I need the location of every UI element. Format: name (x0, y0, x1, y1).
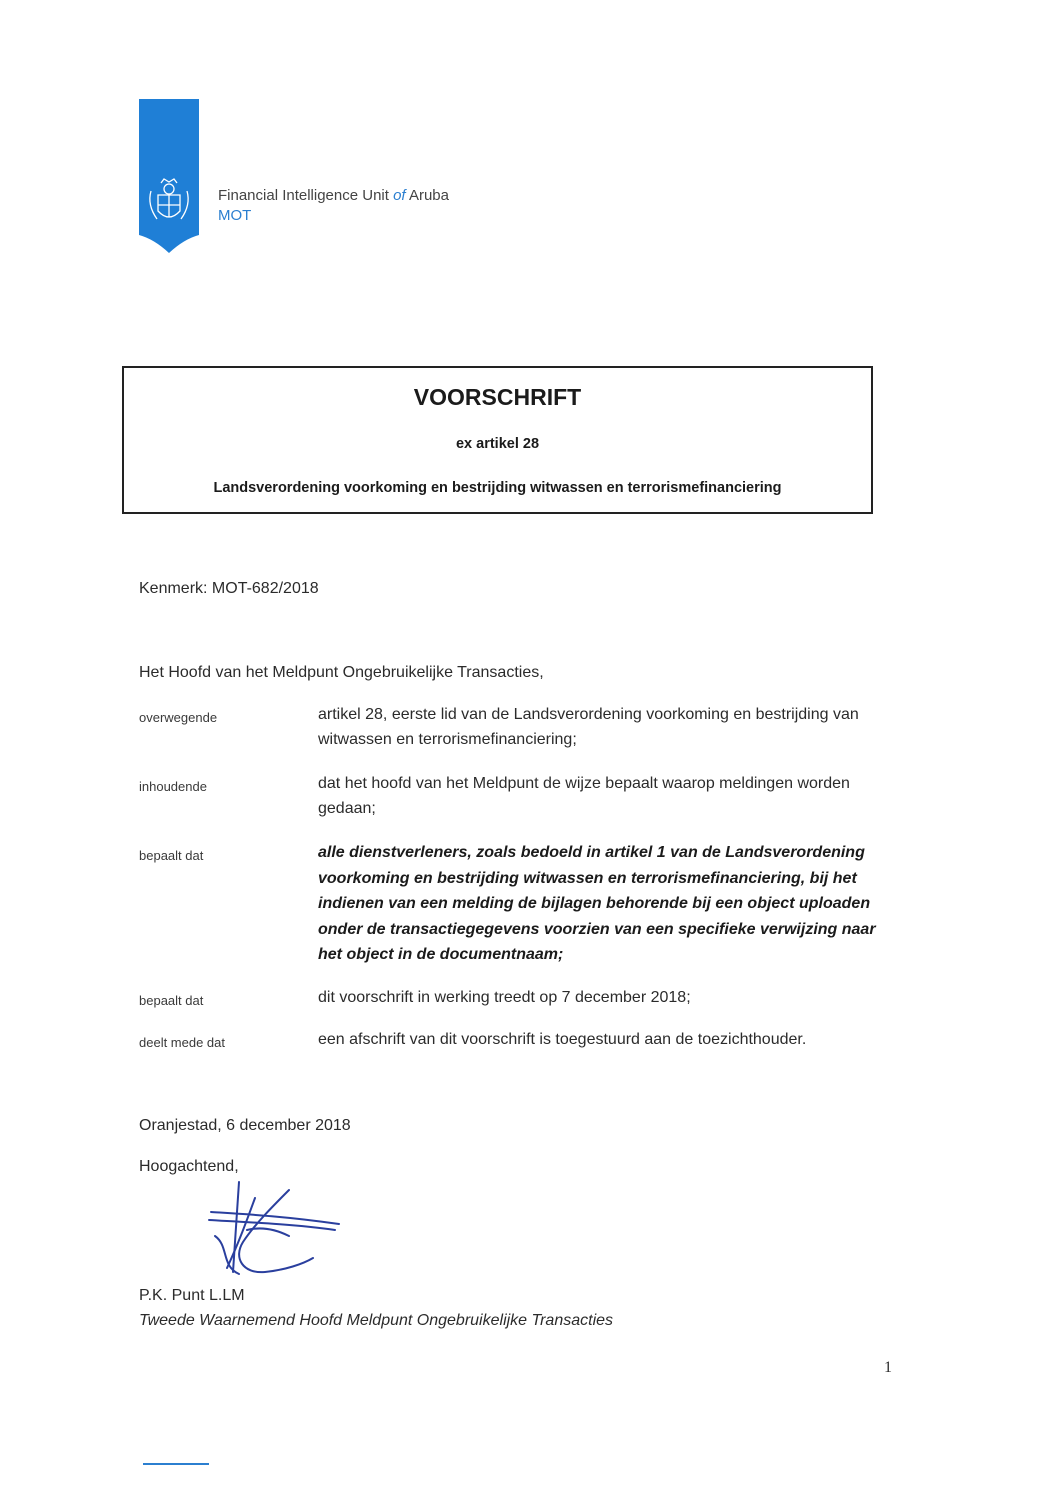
text-line: dit voorschrift in werking treedt op 7 december 2018; (318, 989, 691, 1006)
row-content-overwegende (318, 703, 898, 752)
organization-name: Financial Intelligence Unit of Aruba (218, 187, 449, 204)
signer-title: Tweede Waarnemend Hoofd Meldpunt Ongebruikelijke Transacties (139, 1312, 614, 1329)
row-content-inhoudende (318, 772, 898, 821)
text-line: artikel 28, eerste lid van de Landsverordening voorkoming en bestrijding van (318, 706, 859, 723)
text-line: het object in de documentnaam; (318, 946, 564, 963)
law-name: Landsverordening voorkoming en bestrijding witwassen en terrorismefinanciering (213, 480, 782, 496)
text-line: gedaan; (318, 799, 376, 817)
text-line: voorkoming en bestrijding witwassen en terrorismefinanciering, bij het (318, 869, 857, 887)
handwritten-signature (203, 1180, 343, 1280)
footer-divider (143, 1463, 209, 1465)
row-label-bepaalt-dat-2: bepaalt dat (139, 993, 204, 1008)
text-line: alle dienstverleners, zoals bedoeld in artikel 1 van de Landsverordening (318, 844, 865, 861)
row-label-deelt-mede-dat: deelt mede dat (139, 1035, 226, 1050)
row-content-bepaalt-dat-2 (318, 986, 898, 1011)
salutation: Het Hoofd van het Meldpunt Ongebruikelijke Transacties, (139, 664, 544, 681)
row-content-deelt-mede-dat (318, 1028, 898, 1053)
row-label-inhoudende: inhoudende (139, 779, 207, 794)
text-line: een afschrift van dit voorschrift is toegestuurd aan de toezichthouder. (318, 1031, 807, 1048)
row-content-bepaalt-dat (318, 840, 898, 968)
signer-name: P.K. Punt L.LM (139, 1287, 245, 1304)
page-number: 1 (884, 1359, 892, 1376)
text-line: onder de transactiegegevens voorzien van een specifieke verwijzing naar (318, 920, 876, 938)
title-box (122, 366, 873, 514)
reference-number: Kenmerk: MOT-682/2018 (139, 580, 319, 597)
text-line: indienen van een melding de bijlagen behorende bij een object uploaden (318, 895, 871, 912)
organization-abbreviation: MOT (218, 207, 252, 224)
document-subtitle: ex artikel 28 (455, 436, 540, 452)
row-label-overwegende: overwegende (139, 710, 218, 725)
closing-greeting: Hoogachtend, (139, 1158, 239, 1175)
fiu-aruba-logo (139, 99, 199, 253)
place-and-date: Oranjestad, 6 december 2018 (139, 1117, 351, 1134)
text-line: dat het hoofd van het Meldpunt de wijze bepaalt waarop meldingen worden (318, 775, 850, 792)
document-title: VOORSCHRIFT (413, 384, 582, 410)
text-line: witwassen en terrorismefinanciering; (318, 730, 577, 748)
row-label-bepaalt-dat: bepaalt dat (139, 848, 204, 863)
